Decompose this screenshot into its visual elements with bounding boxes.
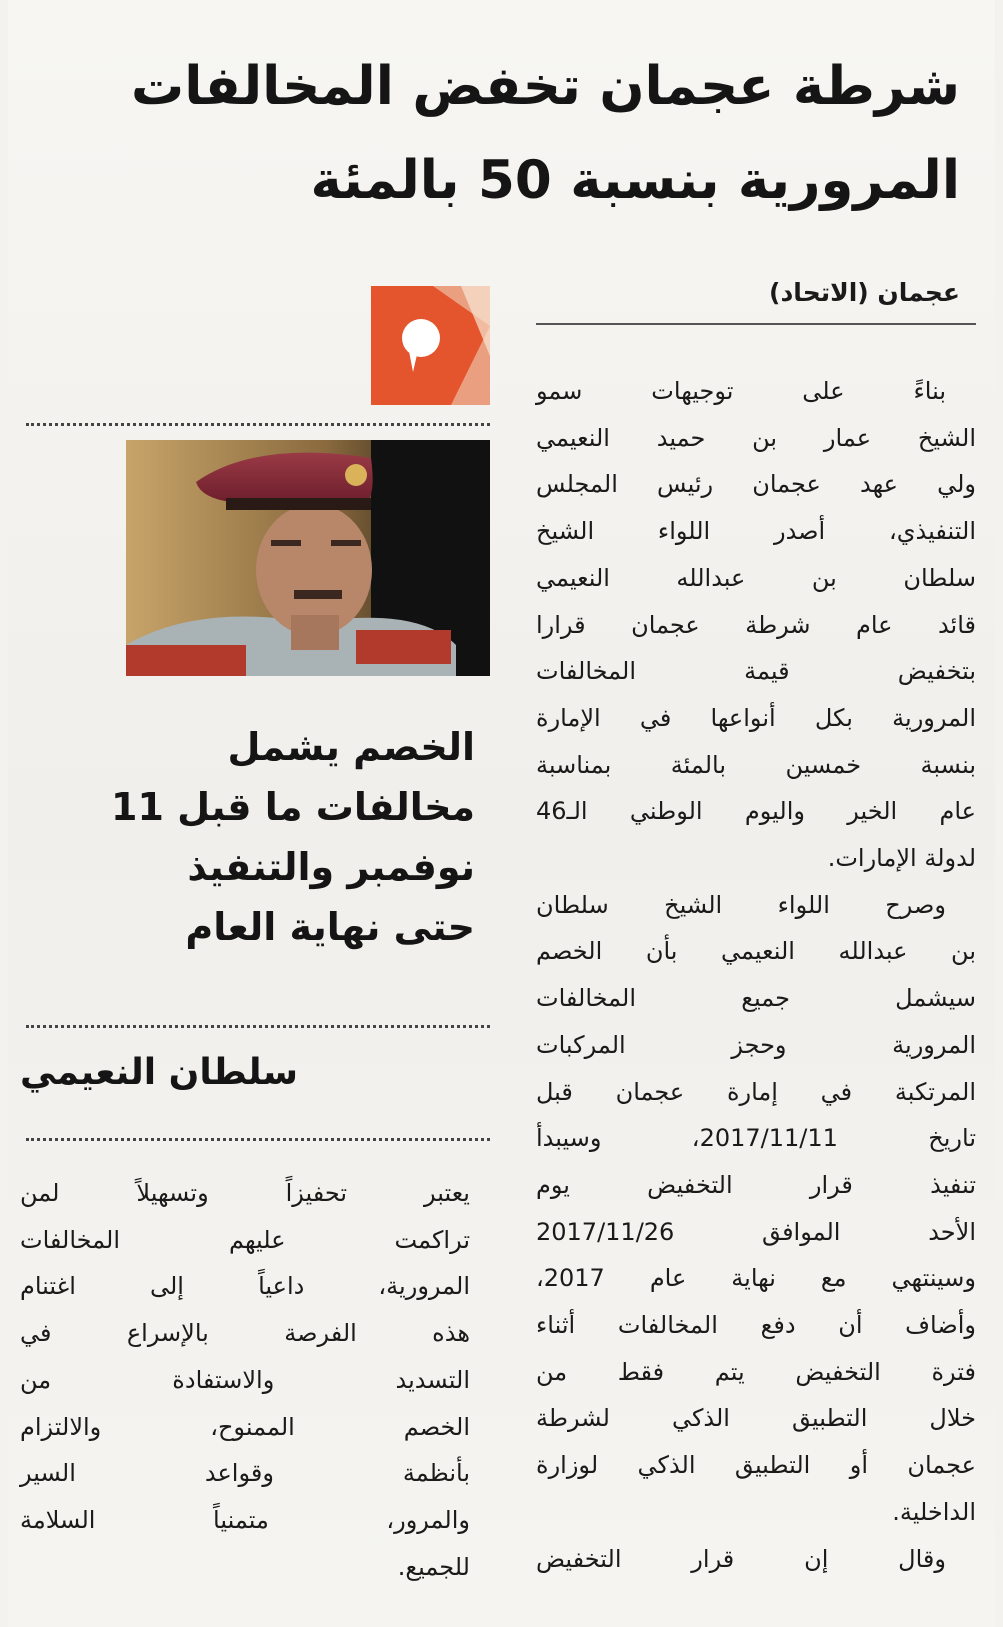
- byline: عجمان (الاتحاد): [769, 278, 960, 307]
- article-column-left: [20, 1170, 470, 1590]
- dotted-divider-top: [26, 423, 490, 426]
- portrait-photo: [126, 440, 490, 676]
- highlight-quote: [15, 717, 475, 957]
- text-line: المرتكبة في إمارة عجمان قبل: [536, 1077, 976, 1106]
- text-line: هذه الفرصة بالإسراع في: [20, 1319, 470, 1348]
- byline-divider: [536, 323, 976, 325]
- text-line: التسديد والاستفادة من: [20, 1365, 470, 1394]
- person-name: سلطان النعيمي: [20, 1052, 299, 1093]
- text-line: التنفيذي، أصدر اللواء الشيخ: [536, 517, 976, 546]
- paragraph-2-cont: [536, 928, 976, 1535]
- text-line: عجمان أو التطبيق الذكي لوزارة: [536, 1451, 976, 1480]
- text-line: وسينتهي مع نهاية عام 2017،: [536, 1264, 976, 1293]
- highlight-line-4: حتى نهاية العام: [185, 905, 475, 949]
- article-column-right: [536, 368, 976, 1582]
- text-line: الداخلية.: [892, 1497, 976, 1526]
- text-line: وصرح اللواء الشيخ سلطان: [536, 890, 946, 919]
- text-line: وقال إن قرار التخفيض: [536, 1544, 946, 1573]
- text-line: سلطان بن عبدالله النعيمي: [536, 563, 976, 592]
- paragraph-3: [536, 1536, 976, 1583]
- text-line: الخصم الممنوح، والالتزام: [20, 1412, 470, 1441]
- text-line: ولي عهد عجمان رئيس المجلس: [536, 470, 976, 499]
- paragraph-1-cont: [536, 415, 976, 882]
- dotted-divider-bottom: [26, 1138, 490, 1141]
- text-line: وأضاف أن دفع المخالفات أثناء: [536, 1311, 976, 1340]
- paragraph-1: [536, 368, 976, 415]
- portrait-illustration: [126, 440, 490, 676]
- text-line: للجميع.: [397, 1552, 470, 1581]
- text-line: فترة التخفيض يتم فقط من: [536, 1357, 976, 1386]
- text-line: سيشمل جميع المخالفات: [536, 984, 976, 1013]
- text-line: تراكمت عليهم المخالفات: [20, 1225, 470, 1254]
- text-line: قائد عام شرطة عجمان قرارا: [536, 610, 976, 639]
- text-line: بن عبدالله النعيمي بأن الخصم: [536, 937, 976, 966]
- text-line: لدولة الإمارات.: [827, 844, 976, 873]
- text-line: بأنظمة وقواعد السير: [20, 1459, 470, 1488]
- headline-line-1: شرطة عجمان تخفض المخالفات: [130, 56, 960, 117]
- dotted-divider-middle: [26, 1025, 490, 1028]
- text-line: والمرور، متمنياً السلامة: [20, 1505, 470, 1534]
- text-line: بتخفيض قيمة المخالفات: [536, 657, 976, 686]
- text-line: الشيخ عمار بن حميد النعيمي: [536, 423, 976, 452]
- headline: [30, 40, 960, 228]
- highlight-line-2: مخالفات ما قبل 11: [111, 785, 475, 829]
- text-line: عام الخير واليوم الوطني الـ46: [536, 797, 976, 826]
- paragraph-continued: [20, 1170, 470, 1590]
- paragraph-2: [536, 882, 976, 929]
- text-line: تاريخ 2017/11/11، وسيبدأ: [536, 1124, 976, 1153]
- logo-graphic: [371, 286, 490, 405]
- text-line: تنفيذ قرار التخفيض يوم: [536, 1170, 976, 1199]
- text-line: بناءً على توجيهات سمو: [536, 377, 946, 405]
- text-line: الأحد الموافق 2017/11/26: [536, 1217, 976, 1246]
- text-line: بنسبة خمسين بالمئة بمناسبة: [536, 750, 976, 779]
- newspaper-clipping: [8, 0, 995, 1627]
- highlight-line-3: نوفمبر والتنفيذ: [187, 845, 475, 889]
- text-line: المرورية بكل أنواعها في الإمارة: [536, 703, 976, 732]
- text-line: المرورية وحجز المركبات: [536, 1030, 976, 1059]
- text-line: خلال التطبيق الذكي لشرطة: [536, 1404, 976, 1433]
- bleed-through-text: [946, 10, 955, 43]
- headline-line-2: المرورية بنسبة 50 بالمئة: [310, 150, 960, 211]
- text-line: يعتبر تحفيزاً وتسهيلاً لمن: [20, 1179, 470, 1207]
- highlight-line-1: الخصم يشمل: [227, 725, 475, 769]
- text-line: المرورية، داعياً إلى اغتنام: [20, 1272, 470, 1301]
- speech-bubble-logo-icon: [371, 286, 490, 405]
